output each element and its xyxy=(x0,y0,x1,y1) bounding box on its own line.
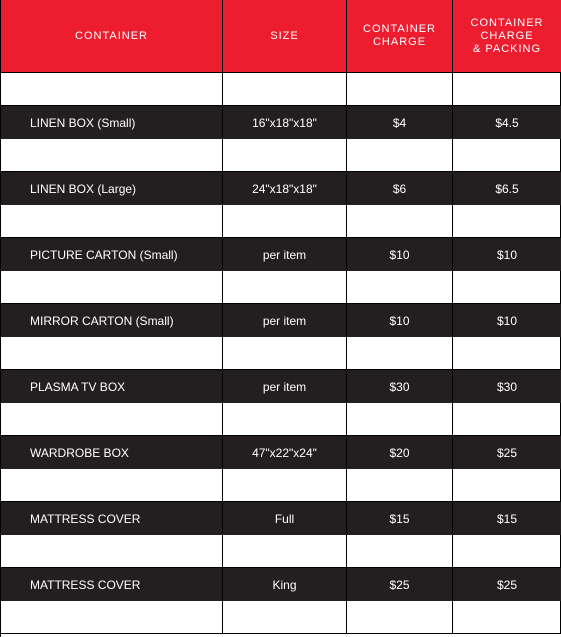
cell-charge-packing: $6.5 xyxy=(495,181,519,196)
cell-container-charge: $15 xyxy=(347,502,453,535)
cell-container: WARDROBE BOX xyxy=(1,436,223,469)
empty-cell xyxy=(347,535,453,567)
cell-size: per item xyxy=(223,304,347,337)
empty-cell xyxy=(347,601,453,633)
cell-size: per item xyxy=(223,370,347,403)
cell-container-charge: $10 xyxy=(347,304,453,337)
empty-cell xyxy=(347,205,453,237)
spacer-row xyxy=(1,469,561,502)
cell-charge-packing: $30 xyxy=(496,379,518,394)
cell-size: Full xyxy=(223,502,347,535)
empty-cell xyxy=(453,139,561,171)
empty-cell xyxy=(453,535,561,567)
header-container: CONTAINER xyxy=(1,0,223,72)
empty-cell xyxy=(223,271,347,303)
empty-cell xyxy=(223,205,347,237)
empty-cell xyxy=(1,271,223,303)
empty-cell xyxy=(1,601,223,633)
empty-cell xyxy=(453,205,561,237)
header-container-charge: CONTAINER CHARGE xyxy=(347,0,453,72)
empty-cell xyxy=(223,535,347,567)
empty-cell xyxy=(223,337,347,369)
cell-container-charge: $10 xyxy=(347,238,453,271)
header-size: SIZE xyxy=(223,0,347,72)
cell-size: 16"x18"x18" xyxy=(223,106,347,139)
table-row xyxy=(1,304,561,337)
spacer-row xyxy=(1,601,561,634)
spacer-row xyxy=(1,205,561,238)
empty-cell xyxy=(453,73,561,105)
empty-cell xyxy=(223,403,347,435)
spacer-row xyxy=(1,139,561,172)
empty-cell xyxy=(1,403,223,435)
table-row xyxy=(1,106,561,139)
empty-cell xyxy=(1,337,223,369)
spacer-row xyxy=(1,337,561,370)
cell-container: LINEN BOX (Large) xyxy=(1,172,223,205)
cell-charge-packing: $15 xyxy=(496,511,518,526)
empty-cell xyxy=(347,403,453,435)
empty-cell xyxy=(347,337,453,369)
empty-cell xyxy=(453,469,561,501)
table-body xyxy=(1,73,561,634)
table-row xyxy=(1,370,561,403)
empty-cell xyxy=(223,139,347,171)
cell-container: PICTURE CARTON (Small) xyxy=(1,238,223,271)
cell-container: LINEN BOX (Small) xyxy=(1,106,223,139)
table-row xyxy=(1,238,561,271)
cell-container: PLASMA TV BOX xyxy=(1,370,223,403)
empty-cell xyxy=(1,205,223,237)
empty-cell xyxy=(1,73,223,105)
empty-cell xyxy=(347,73,453,105)
empty-cell xyxy=(1,469,223,501)
cell-size: King xyxy=(223,568,347,601)
cell-size: per item xyxy=(223,238,347,271)
cell-size: 47"x22"x24" xyxy=(223,436,347,469)
empty-cell xyxy=(223,73,347,105)
empty-cell xyxy=(453,271,561,303)
table-row xyxy=(1,502,561,535)
table-header xyxy=(1,0,561,73)
table-row xyxy=(1,436,561,469)
cell-container-charge: $20 xyxy=(347,436,453,469)
empty-cell xyxy=(1,535,223,567)
cell-size: 24"x18"x18" xyxy=(223,172,347,205)
cell-charge-packing: $4.5 xyxy=(495,115,519,130)
table-row xyxy=(1,172,561,205)
cell-container-charge: $25 xyxy=(347,568,453,601)
empty-cell xyxy=(223,601,347,633)
cell-charge-packing: $10 xyxy=(496,313,518,328)
spacer-row xyxy=(1,403,561,436)
cell-charge-packing: $25 xyxy=(496,577,518,592)
empty-cell xyxy=(347,139,453,171)
cell-charge-packing: $10 xyxy=(496,247,518,262)
cell-container-charge: $30 xyxy=(347,370,453,403)
empty-cell xyxy=(347,469,453,501)
empty-cell xyxy=(347,271,453,303)
empty-cell xyxy=(453,403,561,435)
empty-cell xyxy=(453,601,561,633)
cell-container: MIRROR CARTON (Small) xyxy=(1,304,223,337)
spacer-row xyxy=(1,535,561,568)
cell-container: MATTRESS COVER xyxy=(1,568,223,601)
empty-cell xyxy=(1,139,223,171)
empty-cell xyxy=(453,337,561,369)
cell-charge-packing: $25 xyxy=(496,445,518,460)
spacer-row xyxy=(1,73,561,106)
cell-container: MATTRESS COVER xyxy=(1,502,223,535)
empty-cell xyxy=(223,469,347,501)
spacer-row xyxy=(1,271,561,304)
table-row xyxy=(1,568,561,601)
cell-container-charge: $6 xyxy=(347,172,453,205)
cell-container-charge: $4 xyxy=(347,106,453,139)
header-charge-packing: CONTAINER CHARGE & PACKING xyxy=(470,16,544,55)
